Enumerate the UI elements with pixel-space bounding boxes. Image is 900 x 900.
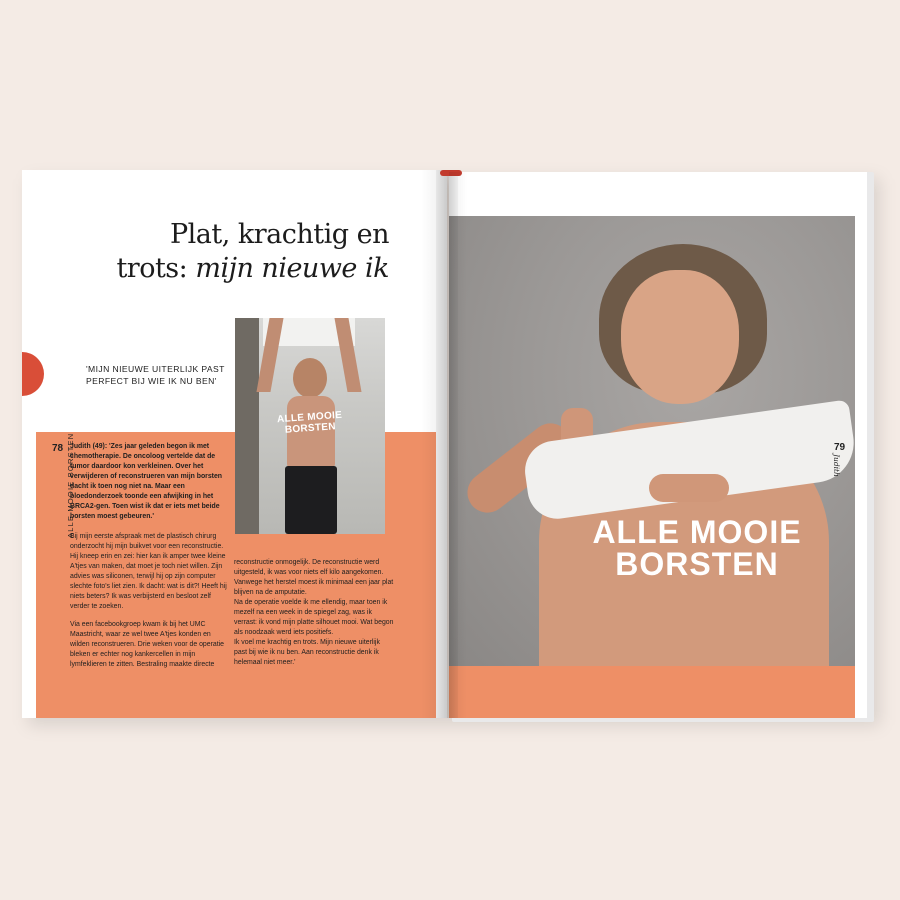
body-paragraph-5: Ik voel me krachtig en trots. Mijn nieuwe uiterlijk past bij wie ik nu ben. Aan reconstructie denk ik helemaal niet meer.' — [234, 639, 380, 666]
photo-face — [621, 270, 739, 404]
decorative-half-circle — [22, 352, 44, 396]
photo-head — [293, 358, 327, 398]
photo-arm-right — [334, 318, 361, 392]
left-page — [22, 170, 447, 718]
body-paragraph-3: reconstructie onmogelijk. De reconstructie werd uitgesteld, ik was voor niets elf kilo aangekomen. Vanwege het herstel moest ik minimaal een jaar plat blijven na de amputatie. — [234, 559, 394, 596]
page-number-right: 79 — [834, 442, 846, 453]
headline-italic: mijn nieuwe ik — [195, 253, 389, 284]
photo-stamp-large — [529, 516, 855, 580]
photo-legs — [285, 466, 337, 534]
body-paragraph-4: Na de operatie voelde ik me ellendig, maar toen ik mezelf na een week in de spiegel zag, was ik verrast: ik vond mijn platte silhouet mooi. Wat begon als noodzaak werd iets positiefs. — [234, 599, 394, 636]
right-page — [449, 172, 867, 718]
photo-arm-left — [256, 318, 283, 392]
portrait-photo-small — [235, 318, 385, 534]
body-paragraph-2: Via een facebookgroep kwam ik bij het UMC Maastricht, waar ze wel twee A'tjes konden en wilden reconstrueren. Drie weken voor de operatie bleken er echter nog kankercellen in mijn lymfeklieren te zitten. Bestraling maakte directe — [70, 621, 224, 668]
photo-stamp-large-line-2: BORSTEN — [615, 546, 779, 582]
photo-hand-right — [649, 474, 729, 502]
intro-column — [70, 442, 228, 530]
photo-stamp-small-line-1: ALLE MOOIE — [276, 409, 343, 426]
headline-line-1: Plat, krachtig en — [169, 219, 389, 250]
text-column-1 — [70, 532, 228, 678]
headline-line-2 — [116, 252, 389, 286]
portrait-photo-large — [449, 216, 855, 666]
section-label-left: ALLE MOOIE BORSTEN — [66, 432, 75, 538]
section-label-right: Judith — [832, 454, 841, 477]
pull-quote: 'MIJN NIEUWE UITERLIJK PAST PERFECT BIJ WIE IK NU BEN' — [86, 364, 225, 386]
headline-plain: trots: — [116, 253, 196, 284]
photo-stamp-large-line-1: ALLE MOOIE — [592, 514, 802, 550]
text-column-2 — [234, 558, 394, 668]
page-number-left: 78 — [52, 443, 64, 454]
body-paragraph-1: Bij mijn eerste afspraak met de plastisch chirurg onderzocht hij mijn buikvet voor een reconstructie. Hij kneep erin en zei: hier kan ik amper twee kleine A'tjes van maken, dat moet je toch niet willen. Zijn advies was siliconen, terwijl hij op zijn computer slechte foto's liet zien. Ik dacht: wat is dit?! Heeft hij niets beters? Ik was verbijsterd en besloot zelf verder te zoeken. — [70, 533, 227, 610]
photo-stamp-small-line-2: BORSTEN — [284, 421, 337, 436]
orange-footer-strip — [449, 666, 855, 718]
article-headline — [116, 218, 389, 286]
intro-paragraph: Judith (49): 'Zes jaar geleden begon ik met chemotherapie. De oncoloog vertelde dat de tumor daardoor kon verkleinen. Over het verwijderen of reconstrueren van mijn borsten dacht ik toen nog niet na. Maar een bloedonderzoek toonde een afwijking in het BRCA2-gen. Toen wist ik dat er iets met beide borsten moest gebeuren.' — [70, 443, 223, 520]
